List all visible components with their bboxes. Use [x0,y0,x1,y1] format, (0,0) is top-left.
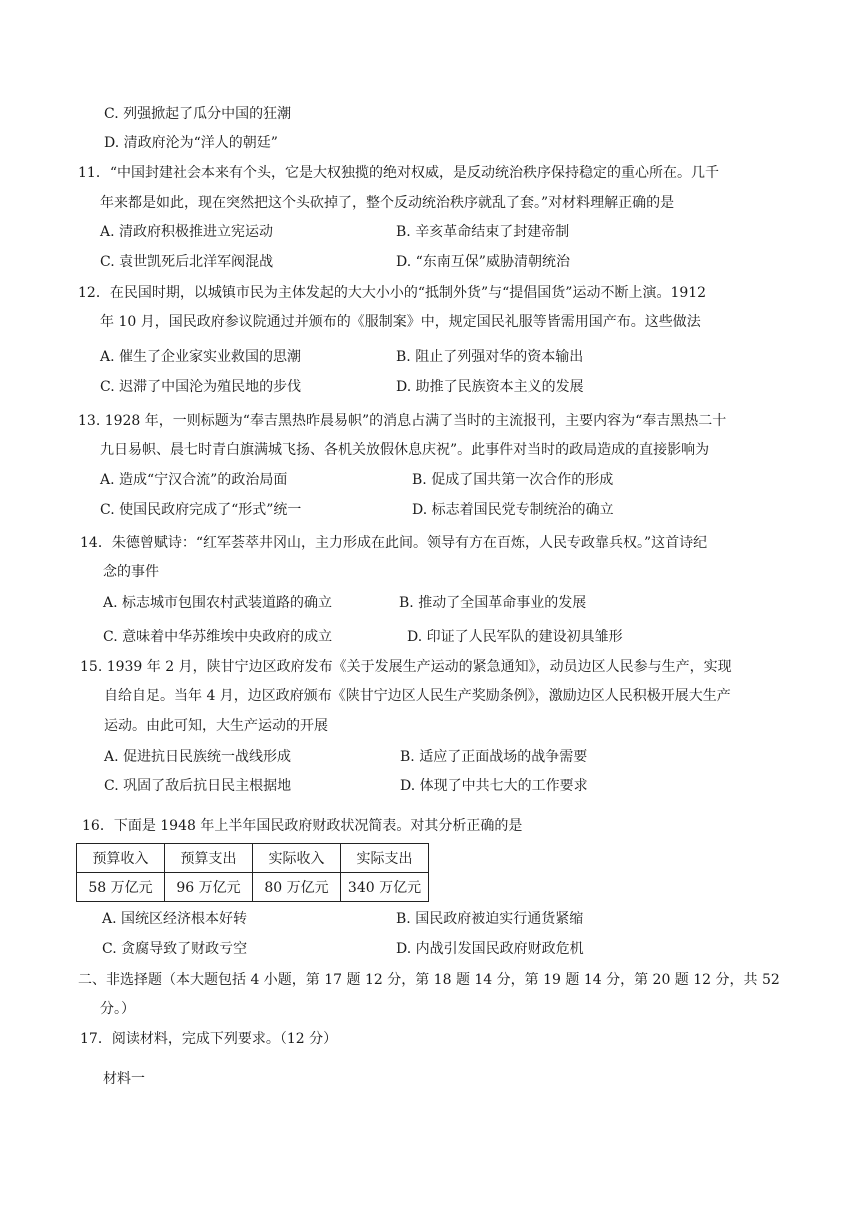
q16-option-d: D. 内战引发国民政府财政危机 [396,941,584,957]
table-header-cell: 预算收入 [77,844,165,873]
finance-table [76,843,429,902]
q15-option-c: C. 巩固了敌后抗日民主根据地 [104,778,292,794]
q16-option-b: B. 国民政府被迫实行通货紧缩 [396,911,584,927]
q11-option-c: C. 袁世凯死后北洋军阀混战 [100,254,274,270]
q13-option-c: C. 使国民政府完成了“形式”统一 [100,502,302,518]
q16-stem-line1: 16．下面是 1948 年上半年国民政府财政状况简表。对其分析正确的是 [82,818,523,834]
table-header-cell: 实际收入 [253,844,341,873]
table-cell: 96 万亿元 [165,873,253,902]
q16-option-c: C. 贪腐导致了财政亏空 [102,941,248,957]
table-row [77,873,429,902]
q12-stem-line2: 年 10 月，国民政府参议院通过并颁布的《服制案》中，规定国民礼服等皆需用国产布。这些做法 [100,314,701,330]
q16-option-a: A. 国统区经济根本好转 [102,911,248,927]
q11-option-b: B. 辛亥革命结束了封建帝制 [396,224,570,240]
q15-stem-line1: 15. 1939 年 2 月，陕甘宁边区政府发布《关于发展生产运动的紧急通知》，动员边区人民参与生产，实现 [80,659,732,675]
q12-option-c: C. 迟滞了中国沦为殖民地的步伐 [100,379,302,395]
q15-stem-line2: 自给自足。当年 4 月，边区政府颁布《陕甘宁边区人民生产奖励条例》，激励边区人民积极开展大生产 [104,688,731,704]
section2-heading-line2: 分。） [100,1001,135,1017]
q13-stem-line2: 九日易帜、晨七时青白旗满城飞扬、各机关放假休息庆祝”。此事件对当时的政局造成的直接影响为 [100,442,710,458]
q15-option-b: B. 适应了正面战场的战争需要 [400,749,588,765]
q14-option-b: B. 推动了全国革命事业的发展 [399,595,587,611]
q11-option-a: A. 清政府积极推进立宪运动 [100,224,274,240]
q15-option-a: A. 促进抗日民族统一战线形成 [104,749,292,765]
table-cell: 58 万亿元 [77,873,165,902]
q11-option-d: D. “东南互保”威胁清朝统治 [396,254,570,270]
q13-option-b: B. 促成了国共第一次合作的形成 [412,472,614,488]
table-cell: 80 万亿元 [253,873,341,902]
q11-stem-line1: 11．“中国封建社会本来有个头，它是大权独揽的绝对权威，是反动统治秩序保持稳定的重心所在。几千 [78,165,719,181]
table-header-cell: 实际支出 [341,844,429,873]
q12-option-b: B. 阻止了列强对华的资本输出 [396,349,584,365]
q17-stem-line1: 17．阅读材料，完成下列要求。（12 分） [80,1031,338,1047]
q13-option-d: D. 标志着国民党专制统治的确立 [412,502,614,518]
q10-option-c: C. 列强掀起了瓜分中国的狂潮 [104,106,292,122]
q12-option-a: A. 催生了企业家实业救国的思潮 [100,349,302,365]
q15-stem-line3: 运动。由此可知，大生产运动的开展 [104,718,328,734]
q14-option-d: D. 印证了人民军队的建设初具雏形 [407,629,623,645]
q14-stem-line1: 14．朱德曾赋诗：“红军荟萃井冈山，主力形成在此间。领导有方在百炼，人民专政靠兵权。”这首诗纪 [80,535,708,551]
q11-stem-line2: 年来都是如此，现在突然把这个头砍掉了，整个反动统治秩序就乱了套。”对材料理解正确的是 [100,195,675,211]
table-cell: 340 万亿元 [341,873,429,902]
q14-option-a: A. 标志城市包围农村武装道路的确立 [103,595,333,611]
q15-option-d: D. 体现了中共七大的工作要求 [400,778,588,794]
table-header-row [77,844,429,873]
q14-option-c: C. 意味着中华苏维埃中央政府的成立 [103,629,333,645]
q14-stem-line2: 念的事件 [103,564,159,580]
q10-option-d: D. 清政府沦为“洋人的朝廷” [104,135,278,151]
table-header-cell: 预算支出 [165,844,253,873]
q13-stem-line1: 13. 1928 年，一则标题为“奉吉黑热昨晨易帜”的消息占满了当时的主流报刊，主要内容为“奉吉黑热二十 [78,413,727,429]
q13-option-a: A. 造成“宁汉合流”的政治局面 [100,472,288,488]
q12-option-d: D. 助推了民族资本主义的发展 [396,379,584,395]
section2-heading-line1: 二、非选择题（本大题包括 4 小题，第 17 题 12 分，第 18 题 14 分，第 19 题 14 分，第 20 题 12 分，共 52 [78,972,780,988]
q17-material-label: 材料一 [103,1071,145,1087]
q12-stem-line1: 12．在民国时期，以城镇市民为主体发起的大大小小的“抵制外货”与“提倡国货”运动不断上演。1912 [78,285,707,301]
